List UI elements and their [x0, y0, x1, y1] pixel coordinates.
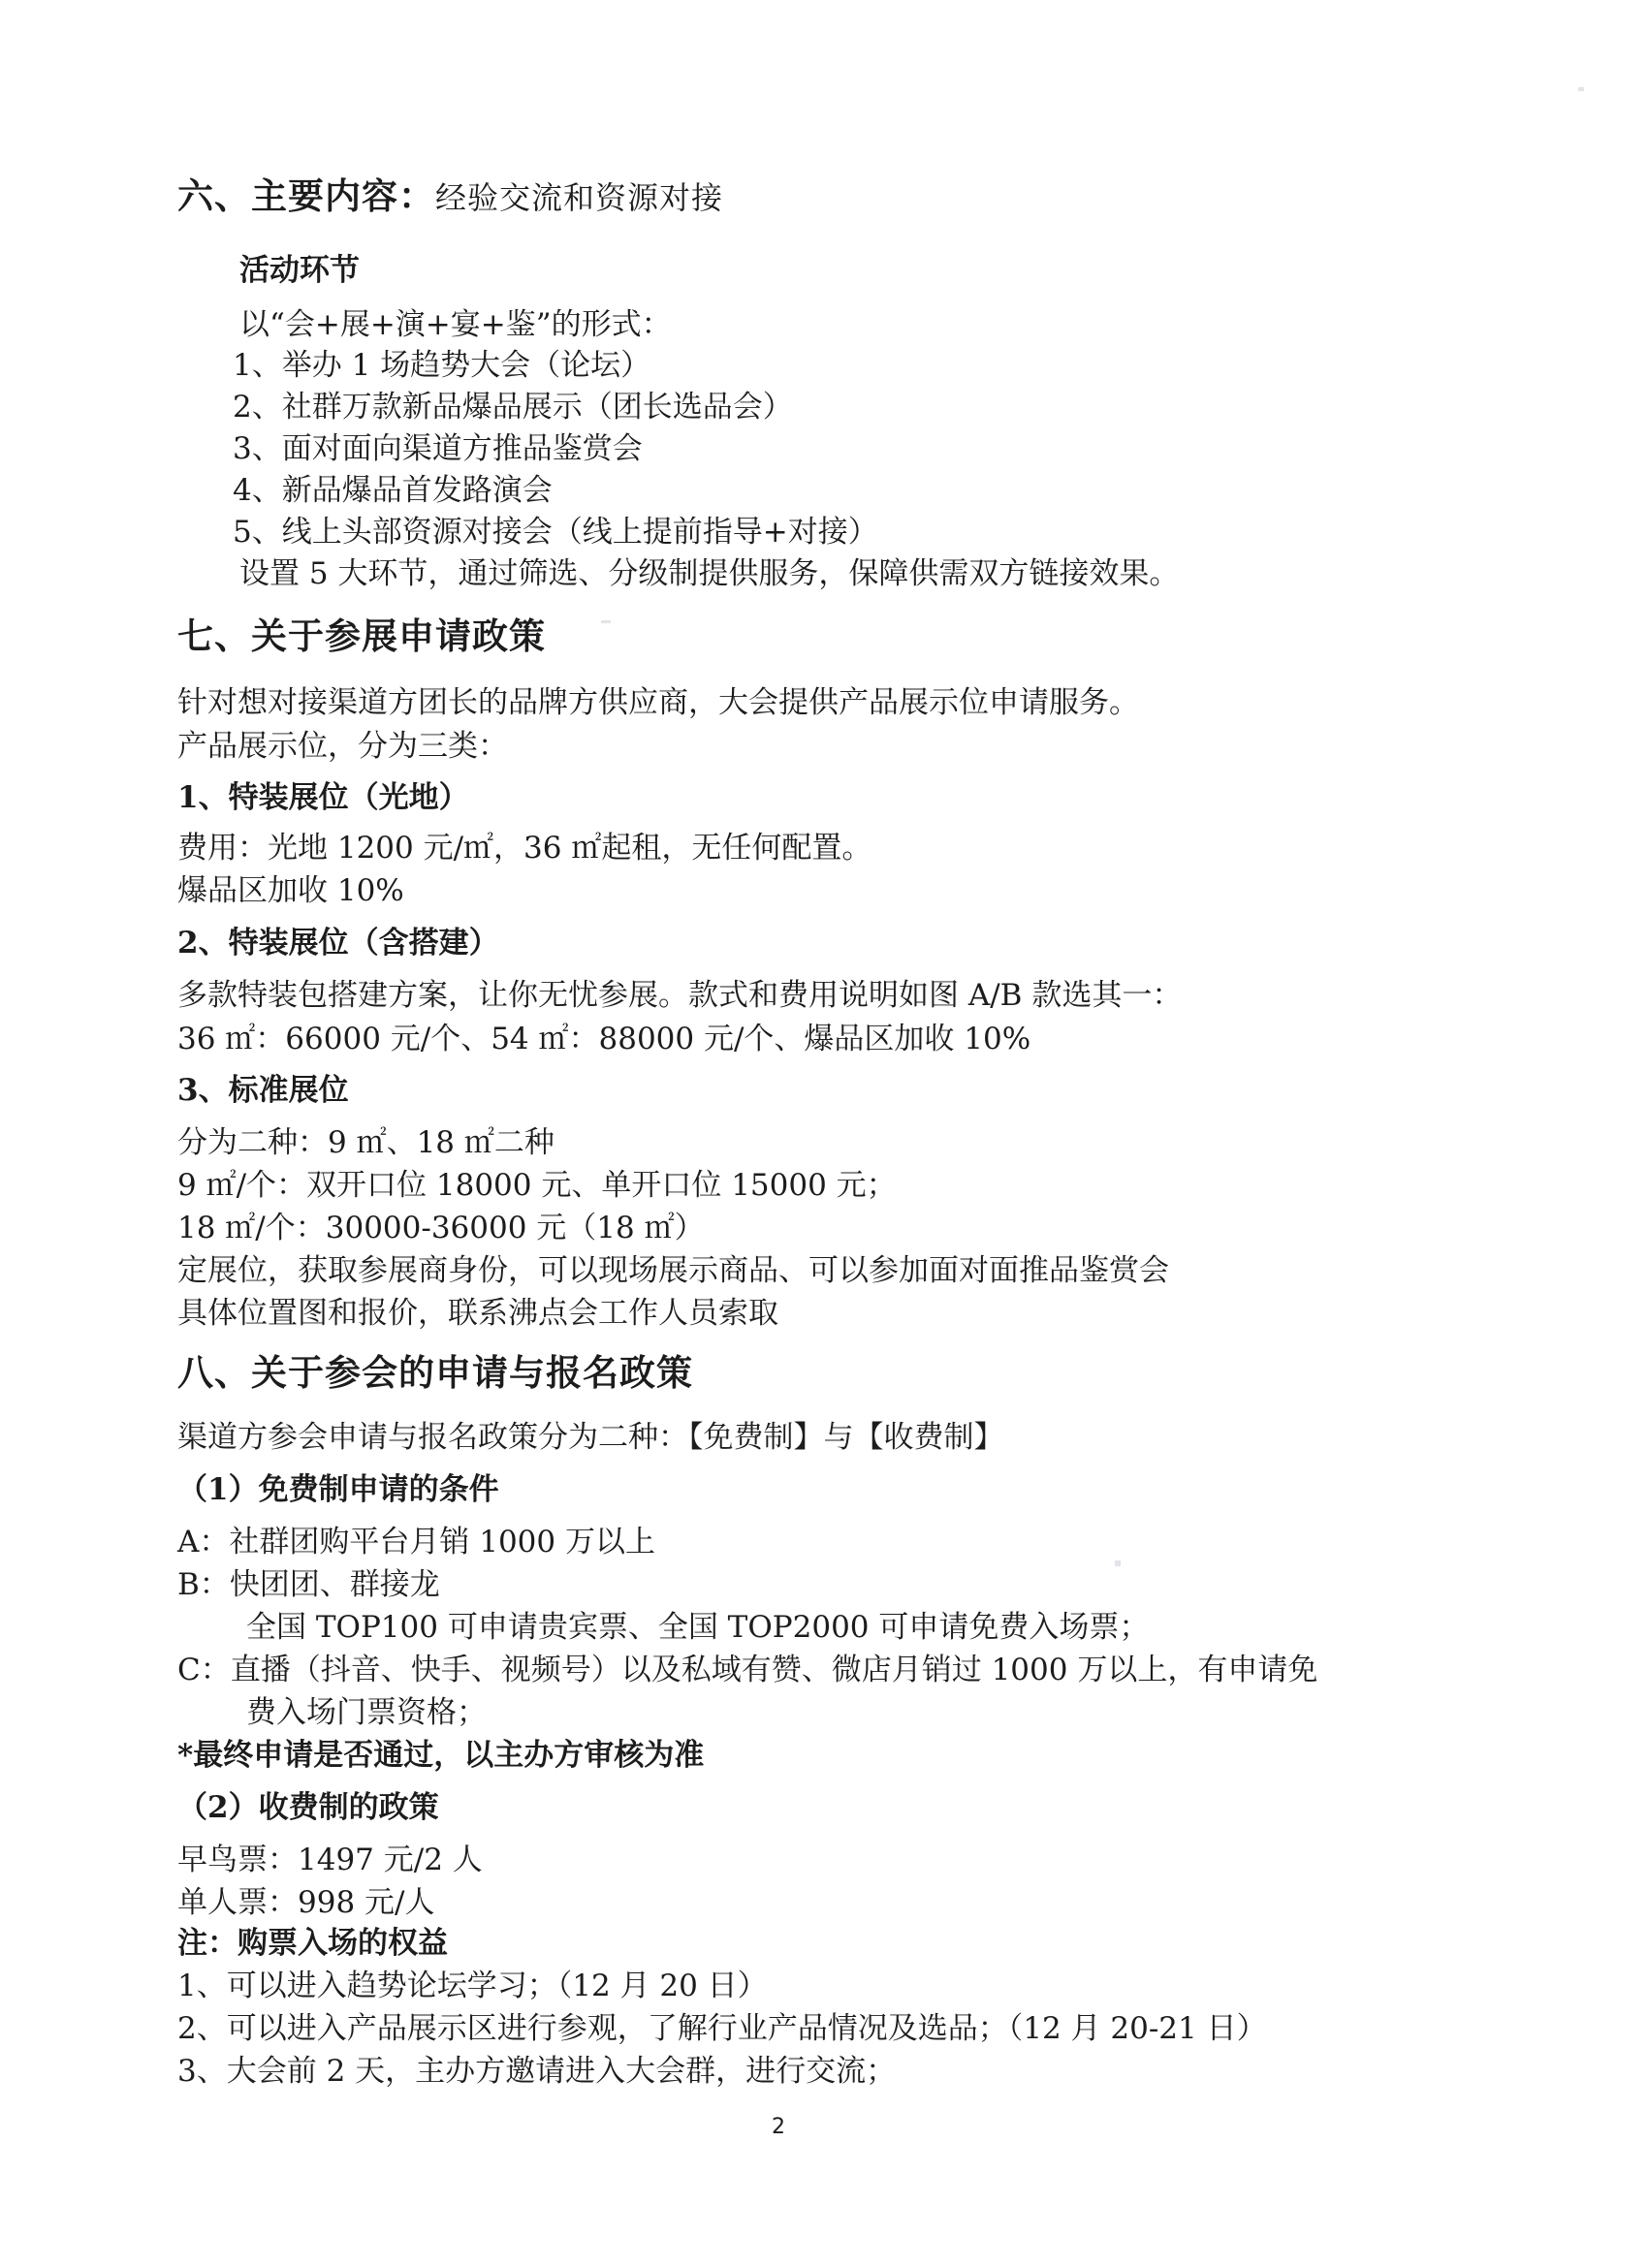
section6-heading	[177, 174, 724, 217]
section7-heading: 七、关于参展申请政策	[177, 614, 546, 657]
booth-type-3-title: 3、标准展位	[177, 1073, 349, 1108]
booth-type-1-title: 1、特装展位（光地）	[177, 780, 469, 815]
booth-type-2-desc: 多款特装包搭建方案，让你无忧参展。款式和费用说明如图 A/B 款选其一：	[177, 978, 1183, 1013]
section6-item-3: 3、面对面向渠道方推品鉴赏会	[233, 431, 643, 466]
section6-intro: 以“会+展+演+宴+鉴”的形式：	[239, 307, 672, 342]
paid-policy-title: （2）收费制的政策	[177, 1790, 439, 1825]
booth-type-3-contact: 具体位置图和报价，联系沸点会工作人员索取	[177, 1296, 778, 1331]
ticket-right-2: 2、可以进入产品展示区进行参观，了解行业产品情况及选品；（12 月 20-21 日）	[177, 2011, 1267, 2046]
free-condition-c: C：直播（抖音、快手、视频号）以及私域有赞、微店月销过 1000 万以上，有申请免	[177, 1653, 1318, 1687]
booth-type-2-title: 2、特装展位（含搭建）	[177, 926, 499, 961]
ticket-rights-note: 注：购票入场的权益	[177, 1926, 448, 1961]
booth-type-1-surcharge: 爆品区加收 10%	[177, 873, 404, 908]
early-bird-ticket: 早鸟票：1497 元/2 人	[177, 1843, 483, 1877]
free-condition-c-cont: 费入场门票资格；	[246, 1695, 487, 1730]
booth-type-3-benefit: 定展位，获取参展商身份，可以现场展示商品、可以参加面对面推品鉴赏会	[177, 1253, 1169, 1288]
section7-intro-2: 产品展示位，分为三类：	[177, 729, 508, 764]
section6-item-1: 1、举办 1 场趋势大会（论坛）	[233, 348, 651, 383]
booth-type-3-price-18: 18 ㎡/个：30000-36000 元（18 ㎡）	[177, 1211, 705, 1245]
page-number: 2	[772, 2115, 785, 2139]
single-ticket: 单人票：998 元/人	[177, 1885, 435, 1920]
ticket-right-3: 3、大会前 2 天，主办方邀请进入大会群，进行交流；	[177, 2054, 897, 2089]
section6-item-5: 5、线上头部资源对接会（线上提前指导+对接）	[233, 515, 878, 550]
section8-heading: 八、关于参会的申请与报名政策	[177, 1351, 693, 1394]
section7-intro-1: 针对想对接渠道方团长的品牌方供应商，大会提供产品展示位申请服务。	[177, 685, 1139, 720]
scan-speck	[1115, 1560, 1121, 1566]
booth-type-3-price-9: 9 ㎡/个：双开口位 18000 元、单开口位 15000 元；	[177, 1168, 897, 1203]
free-condition-b-detail: 全国 TOP100 可申请贵宾票、全国 TOP2000 可申请免费入场票；	[246, 1610, 1150, 1645]
section6-subheading: 活动环节	[239, 253, 360, 288]
booth-type-3-sizes: 分为二种：9 ㎡、18 ㎡二种	[177, 1125, 555, 1160]
scan-speck	[601, 620, 611, 623]
ticket-right-1: 1、可以进入趋势论坛学习；（12 月 20 日）	[177, 1969, 768, 2003]
section6-summary: 设置 5 大环节，通过筛选、分级制提供服务，保障供需双方链接效果。	[239, 556, 1180, 591]
free-condition-b: B：快团团、群接龙	[177, 1567, 440, 1602]
free-policy-note: *最终申请是否通过，以主办方审核为准	[177, 1738, 705, 1773]
section6-heading-label: 六、主要内容：	[177, 174, 435, 217]
section8-intro: 渠道方参会申请与报名政策分为二种：【免费制】与【收费制】	[177, 1420, 1004, 1455]
free-condition-a: A：社群团购平台月销 1000 万以上	[177, 1525, 655, 1559]
section6-item-4: 4、新品爆品首发路演会	[233, 473, 553, 508]
booth-type-2-prices: 36 ㎡：66000 元/个、54 ㎡：88000 元/个、爆品区加收 10%	[177, 1022, 1031, 1056]
section6-heading-text: 经验交流和资源对接	[435, 179, 724, 216]
free-policy-title: （1）免费制申请的条件	[177, 1472, 499, 1507]
booth-type-1-fee: 费用：光地 1200 元/㎡，36 ㎡起租，无任何配置。	[177, 831, 872, 866]
section6-item-2: 2、社群万款新品爆品展示（团长选品会）	[233, 390, 793, 425]
scan-speck	[1578, 87, 1584, 91]
